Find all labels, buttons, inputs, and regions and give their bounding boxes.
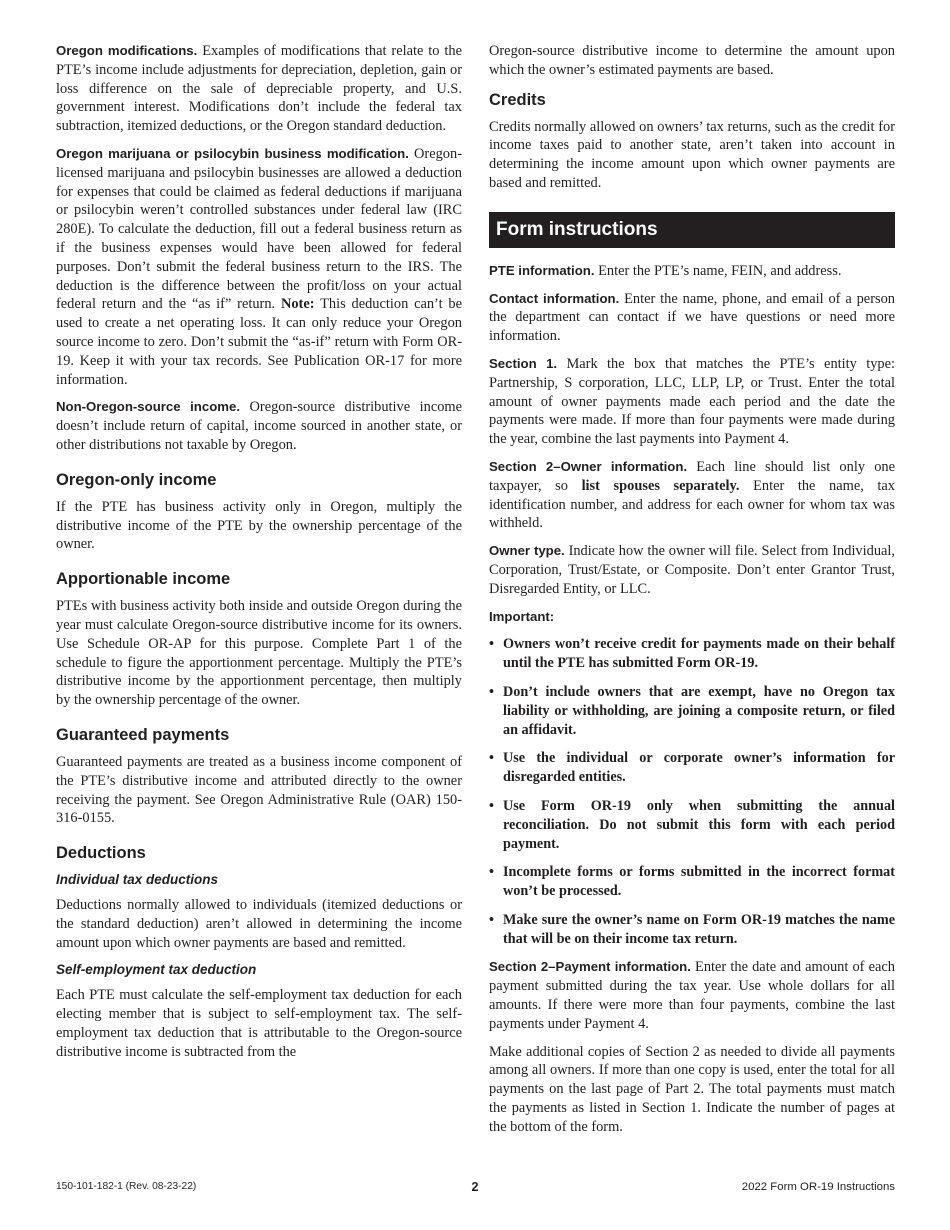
important-list <box>489 635 895 948</box>
contact-info-text: Enter the name, phone, and email of a person the department can contact if we have questions or need more information. <box>489 290 895 345</box>
non-oregon-lead: Non-Oregon-source income. <box>56 399 240 415</box>
individual-deductions-subheading: Individual tax deductions <box>56 872 219 888</box>
list-item: • Use the individual or corporate owner’s information for disregarded entities. <box>489 749 895 787</box>
contact-info-paragraph <box>489 290 895 346</box>
additional-copies-text: Make additional copies of Section 2 as needed to divide all payments among all owners. If more than one copy is used, enter the total for all payments on the last page of Part 2. The total payments must match the payments as listed in Section 1. Indicate the number of pages at the bottom of the form. <box>489 1043 895 1135</box>
credits-text: Credits normally allowed on owners’ tax returns, such as the credit for income taxes paid to another state, aren’t taken into account in determining the income amount upon which owner payments are based and remitted. <box>489 118 895 191</box>
pte-info-paragraph <box>489 262 895 281</box>
pte-info-lead: PTE information. <box>489 262 595 278</box>
section2-owner-paragraph <box>489 458 895 533</box>
oregon-only-text: If the PTE has business activity only in Oregon, multiply the distributive income of the PTE by the ownership percentage of the owner. <box>56 498 462 553</box>
section2-owner-lead: Section 2–Owner information. <box>489 458 688 474</box>
owner-type-lead: Owner type. <box>489 543 565 559</box>
document-title: 2022 Form OR-19 Instructions <box>741 1181 895 1193</box>
owner-type-text: Indicate how the owner will file. Select from Individual, Corporation, Trust/Estate, or Composite. Don’t enter Grantor Trust, Disregarded Entity, or LLC. <box>489 543 896 597</box>
section1-lead: Section 1. <box>489 355 558 371</box>
guaranteed-heading: Guaranteed payments <box>56 725 230 744</box>
left-column <box>56 42 462 1071</box>
important-label <box>489 608 895 627</box>
marijuana-paragraph <box>56 145 462 389</box>
oregon-only-heading: Oregon-only income <box>56 470 217 489</box>
list-item: • Incomplete forms or forms submitted in the incorrect format won’t be processed. <box>489 863 895 901</box>
important-label-text: Important: <box>489 608 555 624</box>
section2-payment-lead: Section 2–Payment information. <box>489 959 691 975</box>
list-item: • Owners won’t receive credit for payments made on their behalf until the PTE has submitted Form OR-19. <box>489 635 895 673</box>
marijuana-text: Oregon-licensed marijuana and psilocybin businesses are allowed a deduction for expenses that could be claimed as federal deductions if marijuana or psilocybin weren’t controlled substances under federal law (IRC 280E). To calculate the deduction, fill out a federal business return as if the business expenses would have been allowed for federal purposes. Don’t submit the federal business return to the IRS. The deduction is the difference between the profit/loss on your actual federal return and the “as if” return. <box>56 145 462 313</box>
self-employment-subheading: Self-employment tax deduction <box>56 962 257 978</box>
non-oregon-paragraph <box>56 398 462 454</box>
section2-owner-text1: Each line should list only one taxpayer, so <box>489 458 895 494</box>
credits-heading: Credits <box>489 90 546 109</box>
deductions-heading: Deductions <box>56 844 146 863</box>
marijuana-note-label: Note: <box>280 296 315 313</box>
oregon-modifications-paragraph <box>56 42 462 136</box>
section1-paragraph <box>489 355 895 449</box>
form-instructions-banner: Form instructions <box>489 212 895 248</box>
self-employment-text: Each PTE must calculate the self-employment tax deduction for each electing member that is subject to self-employment tax. The self-employment tax deduction that is attributable to the Oregon-source distributive income is subtracted from the <box>56 987 462 1060</box>
apportionable-text: PTEs with business activity both inside and outside Oregon during the year must calculate Oregon-source distributive income for its owners. Use Schedule OR-AP for this purpose. Complete Part 1 of the schedule to figure the apportionment percentage. Multiply the PTE’s distributive income by the apportionment percentage, then multiply by the ownership percentage of the owner. <box>56 598 462 709</box>
form-number: 150-101-182-1 (Rev. 08-23-22) <box>56 1181 197 1192</box>
list-item: • Use Form OR-19 only when submitting the annual reconciliation. Do not submit this form with each period payment. <box>489 797 895 853</box>
right-column <box>489 42 895 1146</box>
list-item: • Don’t include owners that are exempt, have no Oregon tax liability or withholding, are joining a composite return, or filed an affidavit. <box>489 683 895 739</box>
marijuana-note-text: This deduction can’t be used to create a net operating loss. It can only reduce your Oregon source income to zero. Don’t submit the “as-if” return with Form OR-19. Keep it with your tax records. See Publication OR-17 for more information. <box>56 296 462 388</box>
section2-owner-bold: list spouses separately. <box>581 477 740 494</box>
section2-payment-paragraph <box>489 958 895 1033</box>
non-oregon-text: Oregon-source distributive income doesn’t include return of capital, income sourced in another state, or other distributions not taxable by Oregon. <box>56 399 462 453</box>
marijuana-lead: Oregon marijuana or psilocybin business modification. <box>56 145 409 161</box>
apportionable-heading: Apportionable income <box>56 570 231 589</box>
oregon-modifications-text: Examples of modifications that relate to the PTE’s income include adjustments for depreciation, depletion, gain or loss difference on the sale of depreciable property, and U.S. government interest. Modifications don’t include the federal tax subtraction, itemized deductions, or the Oregon standard deduction. <box>56 43 462 135</box>
page-number: 2 <box>471 1180 479 1194</box>
continuation-text: Oregon-source distributive income to determine the amount upon which the owner’s estimated payments are based. <box>489 43 895 78</box>
oregon-modifications-lead: Oregon modifications. <box>56 43 198 58</box>
contact-info-lead: Contact information. <box>489 290 620 306</box>
section2-payment-text: Enter the date and amount of each payment submitted during the tax year. Use whole dollars for all amounts. If there were more than four payments, combine the last payments under Payment 4. <box>489 959 895 1032</box>
section2-owner-text2: Enter the name, tax identification number, and address for each owner for whom tax was withheld. <box>489 477 895 532</box>
pte-info-text: Enter the PTE’s name, FEIN, and address. <box>594 262 842 279</box>
section1-text: Mark the box that matches the PTE’s entity type: Partnership, S corporation, LLC, LLP, LP, or Trust. Enter the total amount of owner payments made each period and the date the payments were made. If more than four payments were made during the year, combine the last payments into Payment 4. <box>489 355 895 448</box>
individual-deductions-text: Deductions normally allowed to individuals (itemized deductions or the standard deduction) aren’t allowed in determining the income amount upon which owner payments are based and remitted. <box>56 897 462 951</box>
list-item: • Make sure the owner’s name on Form OR-19 matches the name that will be on their income tax return. <box>489 911 895 949</box>
owner-type-paragraph <box>489 542 895 598</box>
guaranteed-text: Guaranteed payments are treated as a business income component of the PTE’s distributive income and attributed directly to the owner receiving the payment. See Oregon Administrative Rule (OAR) 150-316-0155. <box>56 753 462 827</box>
